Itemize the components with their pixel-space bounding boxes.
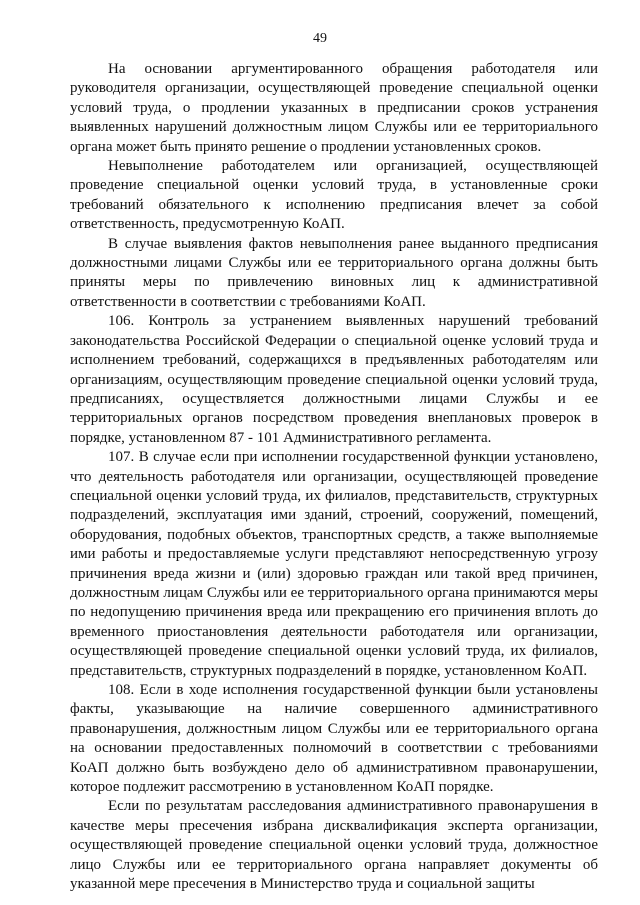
paragraph-106: 106. Контроль за устранением выявленных нарушений требований законодательства Российской Федерации о специальной оценке условий труда и исполнением требований, содержащихся в предъявленных работодателям или организациям, осуществляющим проведение специальной оценки условий труда, предписаниях, осуществляется должностными лицами Службы и ее территориальных органов посредством проведения внеплановых проверок в порядке, установленном 87 - 101 Административного регламента. bbox=[70, 313, 598, 446]
paragraph-disqualification: Если по результатам расследования административного правонарушения в качестве меры пресечения избрана дисквалификация эксперта организации, осуществляющей проведение специальной оценки условий труда, должностное лицо Службы или ее территориального органа направляет документы об указанной мере пресечения в Министерство труда и социальной защиты bbox=[70, 798, 598, 893]
paragraph-non-compliance-liability: Невыполнение работодателем или организацией, осуществляющей проведение специальной оценки условий труда, в установленные сроки требований обязательного к исполнению предписания влечет за собой ответственность, предусмотренную КоАП. bbox=[70, 158, 598, 233]
body-text bbox=[70, 60, 598, 894]
paragraph-administrative-measures: В случае выявления фактов невыполнения ранее выданного предписания должностными лицами Службы или ее территориального органа должны быть приняты меры по привлечению виновных лиц к административной ответственности в соответствии с требованиями КоАП. bbox=[70, 235, 598, 310]
paragraph-extension-request: На основании аргументированного обращения работодателя или руководителя организации, осуществляющей проведение специальной оценки условий труда, о продлении указанных в предписании сроков устранения выявленных нарушений должностным лицом Службы или ее территориального органа может быть принято решение о продлении установленных сроков. bbox=[70, 61, 598, 155]
paragraph-108: 108. Если в ходе исполнения государственной функции были установлены факты, указывающие на наличие совершенного административного правонарушения, должностным лицом Службы или ее территориального органа на основании предоставленных полномочий в соответствии с требованиями КоАП должно быть возбуждено дело об административном правонарушении, которое подлежит рассмотрению в установленном КоАП порядке. bbox=[70, 682, 598, 796]
paragraph-107: 107. В случае если при исполнении государственной функции установлено, что деятельность работодателя или организации, осуществляющей проведение специальной оценки условий труда, их филиалов, представительств, структурных подразделений, эксплуатация ими зданий, строений, сооружений, помещений, оборудования, подобных объектов, транспортных средств, а также выполняемые ими работы и предоставляемые услуги представляют непосредственную угрозу причинения вреда жизни и (или) здоровью граждан или такой вред причинен, должностным лицам Службы или ее территориального органа принимаются меры по недопущению причинения вреда или прекращению его причинения вплоть до временного приостановления деятельности работодателя или организации, осуществляющей проведение специальной оценки условий труда, их филиалов, представительств, структурных подразделений в порядке, установленном КоАП. bbox=[70, 449, 598, 679]
page-number: 49 bbox=[313, 31, 327, 46]
